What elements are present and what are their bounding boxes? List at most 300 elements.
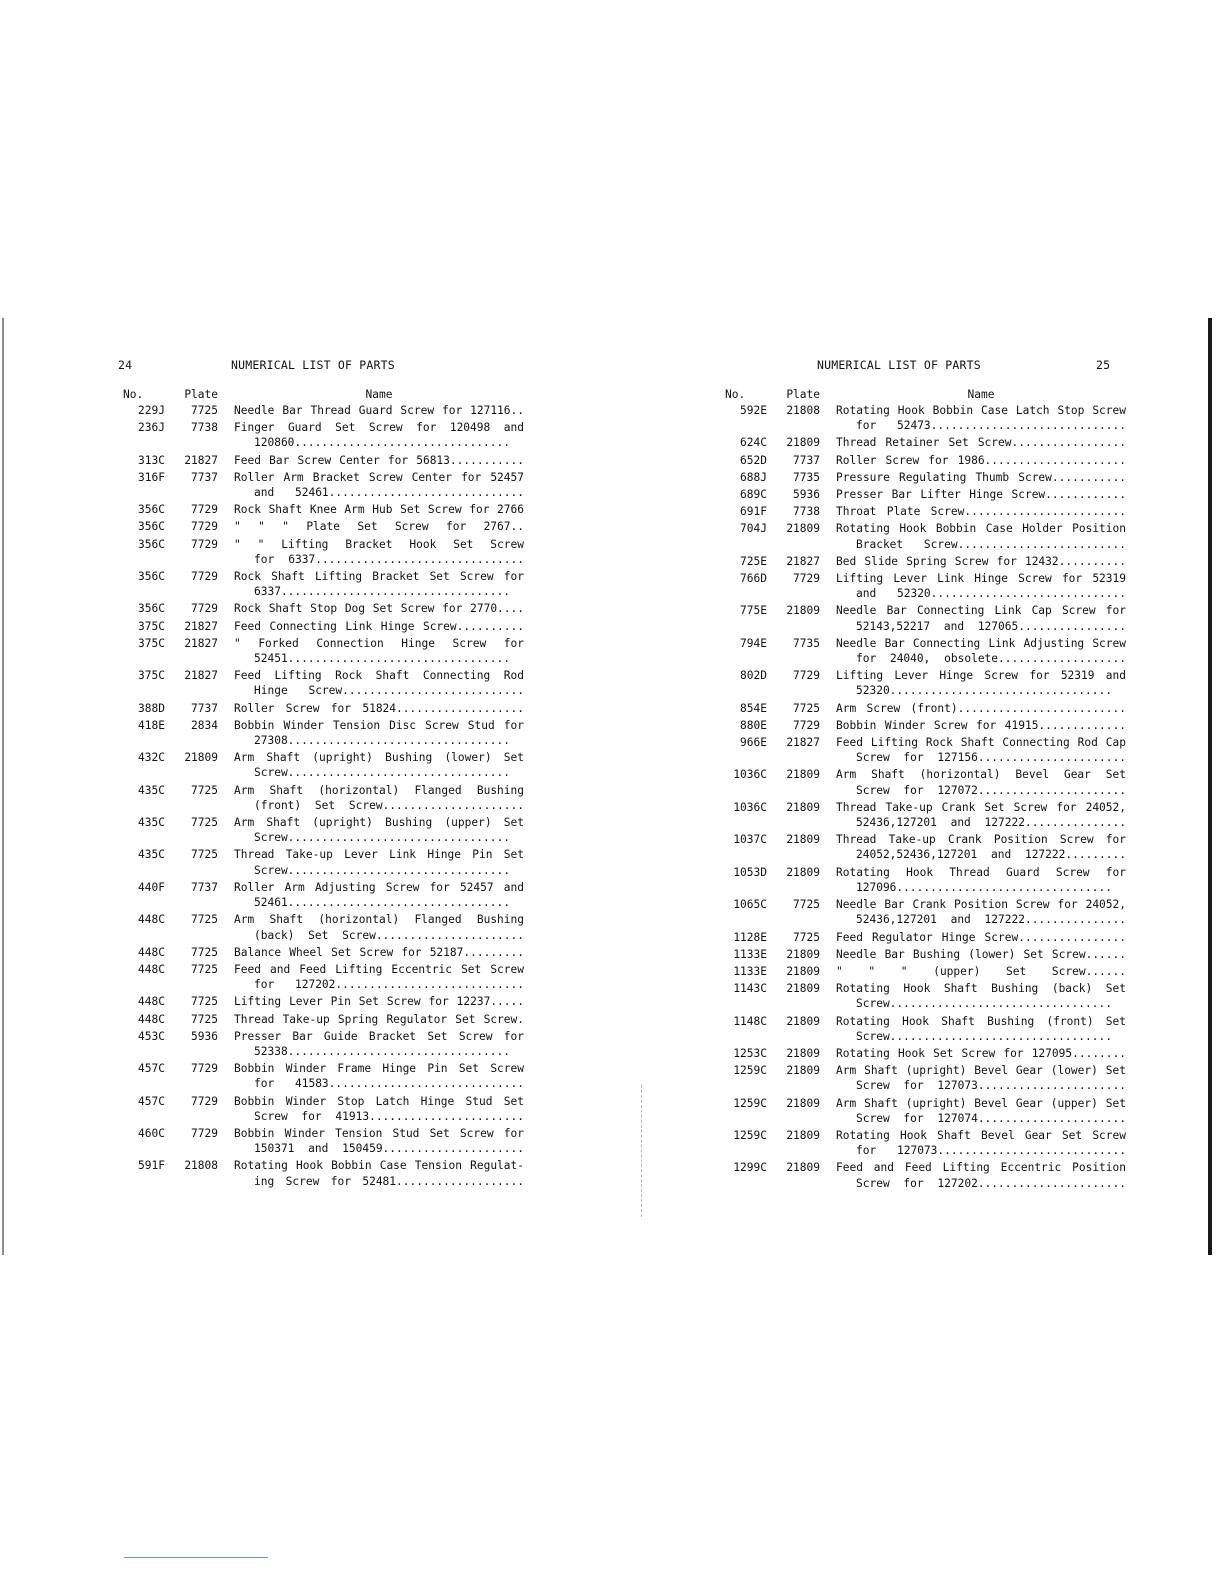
part-name-continuation: and 52320............................. [856, 587, 1126, 601]
running-head [717, 358, 1117, 378]
part-row [717, 947, 1126, 962]
part-name [234, 1094, 524, 1124]
plate-number: 21827 [786, 736, 820, 750]
plate-number: 7725 [191, 783, 218, 797]
part-name-continuation: for 127073............................ [856, 1144, 1126, 1158]
part-row [115, 1012, 524, 1027]
plate-number: 21809 [786, 800, 820, 814]
plate-number: 7737 [191, 880, 218, 894]
part-number: 1065C [733, 898, 767, 912]
part-number: 591F [138, 1159, 165, 1173]
plate-number: 7725 [191, 848, 218, 862]
plate-number: 7725 [793, 930, 820, 944]
part-name [234, 1126, 524, 1156]
part-number: 418E [138, 718, 165, 732]
part-number: 435C [138, 816, 165, 830]
part-name-line: Rock Shaft Lifting Bracket Set Screw for [234, 570, 524, 584]
plate-number: 21809 [786, 1046, 820, 1060]
part-row [717, 1096, 1126, 1126]
part-name [836, 800, 1126, 830]
part-row [115, 537, 524, 567]
part-number: 691F [740, 505, 767, 519]
part-row [115, 420, 524, 450]
part-name [836, 1128, 1126, 1158]
part-name [234, 847, 524, 877]
part-number: 448C [138, 913, 165, 927]
part-name-line: Needle Bar Connecting Link Adjusting Screw [836, 636, 1126, 650]
plate-number: 21809 [786, 947, 820, 961]
part-name [836, 947, 1126, 962]
part-number: 229J [138, 404, 165, 417]
part-name-line: Needle Bar Bushing (lower) Set Screw...... [836, 947, 1126, 961]
left-page [115, 358, 524, 1191]
part-name [836, 832, 1126, 862]
plate-number: 7729 [191, 520, 218, 534]
part-name-continuation: for 41583............................. [254, 1077, 524, 1091]
part-name-line: " " " Plate Set Screw for 2767.. [234, 520, 524, 534]
plate-number: 7725 [793, 701, 820, 715]
part-number: 236J [138, 421, 165, 435]
part-name [836, 636, 1126, 666]
part-name-line: Rotating Hook Set Screw for 127095........ [836, 1046, 1126, 1060]
plate-number: 7729 [191, 1094, 218, 1108]
part-number: 966E [740, 736, 767, 750]
part-name [234, 783, 524, 813]
part-row [115, 569, 524, 599]
part-name-line: Roller Arm Bracket Screw Center for 52457 [234, 470, 524, 484]
part-number: 1299C [733, 1161, 767, 1175]
part-name-continuation: 150371 and 150459..................... [254, 1142, 524, 1156]
part-number: 457C [138, 1094, 165, 1108]
part-row [115, 880, 524, 910]
part-name-line: Roller Screw for 51824................... [234, 701, 524, 715]
part-name-continuation: 24052,52436,127201 and 127222......... [856, 848, 1126, 862]
part-name [836, 571, 1126, 601]
part-row [115, 1158, 524, 1188]
part-name-line: Feed and Feed Lifting Eccentric Position [836, 1161, 1126, 1175]
part-number: 1053D [733, 865, 767, 879]
page-title: NUMERICAL LIST OF PARTS [817, 358, 981, 372]
part-row [717, 487, 1126, 502]
part-row [717, 897, 1126, 927]
part-name-line: Needle Bar Thread Guard Screw for 127116.. [234, 404, 524, 417]
part-name-continuation: Screw................................. [856, 997, 1112, 1011]
column-header-no: No. [123, 388, 144, 401]
part-name-line: Rock Shaft Stop Dog Set Screw for 2770.... [234, 602, 524, 616]
parts-list [115, 403, 524, 1189]
part-name-line: Presser Bar Guide Bracket Set Screw for [234, 1029, 524, 1043]
part-row [717, 453, 1126, 468]
plate-number: 7729 [793, 572, 820, 586]
part-row [717, 701, 1126, 716]
part-number: 448C [138, 1012, 165, 1026]
part-name-continuation: Screw for 127072...................... [856, 783, 1126, 797]
part-name-continuation: for 52473............................. [856, 419, 1126, 433]
part-name-line: Lifting Lever Pin Set Screw for 12237..... [234, 995, 524, 1009]
plate-number: 7729 [191, 503, 218, 517]
part-name [836, 487, 1126, 502]
part-name [234, 962, 524, 992]
plate-number: 21809 [786, 522, 820, 536]
part-name [234, 668, 524, 698]
part-name [836, 521, 1126, 551]
part-number: 624C [740, 436, 767, 450]
part-number: 592E [740, 404, 767, 417]
part-name-line: Feed Connecting Link Hinge Screw.......... [234, 619, 524, 633]
part-name-continuation: 52320................................. [856, 684, 1112, 698]
part-name-line: Rotating Hook Bobbin Case Latch Stop Screw [836, 404, 1126, 417]
part-number: 356C [138, 503, 165, 517]
plate-number: 21809 [786, 604, 820, 618]
page-number: 24 [118, 358, 133, 372]
part-name-line: Roller Screw for 1986..................... [836, 453, 1126, 467]
part-name-continuation: Screw for 127202...................... [856, 1176, 1126, 1190]
part-row [115, 1126, 524, 1156]
part-number: 457C [138, 1062, 165, 1076]
part-name-line: Throat Plate Screw........................ [836, 505, 1126, 519]
part-row [115, 815, 524, 845]
part-name-line: " " Lifting Bracket Hook Set Screw [234, 537, 524, 551]
part-name-line: Thread Take-up Lever Link Hinge Pin Set [234, 848, 524, 862]
part-name [836, 701, 1126, 716]
plate-number: 7725 [793, 898, 820, 912]
part-name-continuation: for 127202............................ [254, 978, 524, 992]
part-name [234, 601, 524, 616]
plate-number: 7738 [793, 505, 820, 519]
part-number: 766D [740, 572, 767, 586]
part-number: 802D [740, 669, 767, 683]
part-name-line: Finger Guard Set Screw for 120498 and [234, 421, 524, 435]
part-row [115, 847, 524, 877]
part-row [115, 619, 524, 634]
part-row [717, 1128, 1126, 1158]
part-row [717, 521, 1126, 551]
right-page [717, 358, 1126, 1193]
part-name-line: Lifting Lever Hinge Screw for 52319 and [836, 669, 1126, 683]
part-row [717, 636, 1126, 666]
part-number: 1128E [733, 930, 767, 944]
part-name-line: Rotating Hook Bobbin Case Holder Position [836, 522, 1126, 536]
part-name [836, 718, 1126, 733]
part-row [115, 601, 524, 616]
part-name-line: Arm Shaft (upright) Bevel Gear (lower) Set [836, 1064, 1126, 1078]
part-number: 1133E [733, 964, 767, 978]
part-name-line: Feed Regulator Hinge Screw................ [836, 930, 1126, 944]
part-row [115, 701, 524, 716]
part-row [115, 962, 524, 992]
part-row [717, 1160, 1126, 1190]
part-name [234, 519, 524, 534]
part-row [115, 945, 524, 960]
part-number: 1143C [733, 982, 767, 996]
part-name-line: Rotating Hook Shaft Bevel Gear Set Screw [836, 1128, 1126, 1142]
part-number: 375C [138, 636, 165, 650]
part-name [234, 502, 524, 517]
part-number: 448C [138, 962, 165, 976]
part-name [836, 1046, 1126, 1061]
plate-number: 7735 [793, 470, 820, 484]
plate-number: 21808 [184, 1159, 218, 1173]
part-name-line: Bobbin Winder Tension Disc Screw Stud for [234, 718, 524, 732]
part-row [717, 403, 1126, 433]
part-name [836, 930, 1126, 945]
part-name-continuation: Screw................................. [254, 766, 510, 780]
part-name-line: Rotating Hook Shaft Bushing (front) Set [836, 1014, 1126, 1028]
part-name [836, 554, 1126, 569]
part-name [234, 750, 524, 780]
plate-number: 5936 [793, 488, 820, 502]
part-number: 375C [138, 669, 165, 683]
part-row [115, 1094, 524, 1124]
part-name [836, 897, 1126, 927]
plate-number: 21827 [786, 554, 820, 568]
part-name [234, 569, 524, 599]
part-number: 854E [740, 701, 767, 715]
plate-number: 7737 [191, 470, 218, 484]
plate-number: 21827 [184, 669, 218, 683]
part-number: 704J [740, 522, 767, 536]
part-name-line: Arm Shaft (upright) Bushing (upper) Set [234, 816, 524, 830]
part-name-line: Presser Bar Lifter Hinge Screw............ [836, 488, 1126, 502]
part-row [717, 832, 1126, 862]
part-number: 356C [138, 602, 165, 616]
column-header-name: Name [967, 388, 995, 401]
plate-number: 21809 [786, 964, 820, 978]
part-row [115, 502, 524, 517]
column-headers [115, 388, 515, 402]
part-row [115, 1029, 524, 1059]
part-row [115, 519, 524, 534]
part-row [115, 783, 524, 813]
part-row [717, 718, 1126, 733]
part-name [234, 636, 524, 666]
part-number: 1259C [733, 1096, 767, 1110]
plate-number: 21827 [184, 453, 218, 467]
part-name [836, 504, 1126, 519]
part-name [836, 767, 1126, 797]
part-name-continuation: 52143,52217 and 127065................ [856, 619, 1126, 633]
part-name [836, 735, 1126, 765]
part-number: 388D [138, 701, 165, 715]
part-number: 1259C [733, 1064, 767, 1078]
plate-number: 21809 [786, 768, 820, 782]
part-name-line: Arm Shaft (upright) Bevel Gear (upper) Set [836, 1096, 1126, 1110]
part-name [234, 470, 524, 500]
part-number: 652D [740, 453, 767, 467]
part-number: 725E [740, 554, 767, 568]
part-row [717, 1014, 1126, 1044]
part-name [836, 1160, 1126, 1190]
part-name-continuation: 52436,127201 and 127222............... [856, 913, 1126, 927]
part-name [234, 453, 524, 468]
part-name-line: " Forked Connection Hinge Screw for [234, 636, 524, 650]
plate-number: 7729 [793, 669, 820, 683]
part-number: 688J [740, 470, 767, 484]
plate-number: 7729 [191, 1126, 218, 1140]
plate-number: 21809 [786, 865, 820, 879]
plate-number: 21809 [786, 1096, 820, 1110]
part-name-continuation: Hinge Screw........................... [254, 684, 524, 698]
part-name [836, 453, 1126, 468]
part-name [836, 1096, 1126, 1126]
part-name [234, 912, 524, 942]
plate-number: 21809 [786, 1064, 820, 1078]
part-row [717, 767, 1126, 797]
part-row [115, 718, 524, 748]
plate-number: 21809 [786, 1014, 820, 1028]
page-number: 25 [1096, 358, 1111, 372]
part-name-line: Balance Wheel Set Screw for 52187......... [234, 945, 524, 959]
part-name [234, 945, 524, 960]
plate-number: 7729 [793, 718, 820, 732]
part-name-continuation: 52338................................. [254, 1044, 510, 1058]
part-name-continuation: 127096................................ [856, 880, 1112, 894]
part-name-continuation: ing Screw for 52481................... [254, 1174, 524, 1188]
part-name-line: " " " (upper) Set Screw...... [836, 964, 1126, 978]
column-header-no: No. [725, 388, 746, 401]
part-name [836, 1063, 1126, 1093]
part-name-line: Bobbin Winder Stop Latch Hinge Stud Set [234, 1094, 524, 1108]
part-row [115, 668, 524, 698]
plate-number: 7738 [191, 421, 218, 435]
page-gutter [641, 1085, 643, 1217]
part-name-line: Feed Lifting Rock Shaft Connecting Rod [234, 669, 524, 683]
plate-number: 7729 [191, 570, 218, 584]
part-name [234, 701, 524, 716]
part-number: 356C [138, 520, 165, 534]
part-name-line: Needle Bar Crank Position Screw for 24052, [836, 898, 1126, 912]
part-row [717, 470, 1126, 485]
part-number: 460C [138, 1126, 165, 1140]
part-name [234, 619, 524, 634]
plate-number: 7725 [191, 1012, 218, 1026]
part-number: 775E [740, 604, 767, 618]
part-number: 448C [138, 995, 165, 1009]
part-name-continuation: Screw................................. [254, 831, 510, 845]
part-number: 316F [138, 470, 165, 484]
part-row [115, 470, 524, 500]
viewer-underline [124, 1557, 268, 1558]
part-name [234, 718, 524, 748]
scan-edge-left [2, 318, 4, 1255]
page-title: NUMERICAL LIST OF PARTS [231, 358, 395, 372]
part-name-continuation: 120860................................ [254, 436, 510, 450]
part-name-line: Bed Slide Spring Screw for 12432.......... [836, 554, 1126, 568]
plate-number: 7737 [793, 453, 820, 467]
part-number: 1253C [733, 1046, 767, 1060]
part-name [836, 964, 1126, 979]
part-name [234, 880, 524, 910]
plate-number: 7729 [191, 602, 218, 616]
part-row [717, 1046, 1126, 1061]
part-name-line: Bobbin Winder Frame Hinge Pin Set Screw [234, 1062, 524, 1076]
part-name-continuation: (front) Set Screw..................... [254, 798, 524, 812]
part-name-line: Rotating Hook Thread Guard Screw for [836, 865, 1126, 879]
part-name-continuation: and 52461............................. [254, 486, 524, 500]
plate-number: 21809 [786, 436, 820, 450]
part-number: 453C [138, 1029, 165, 1043]
part-row [717, 865, 1126, 895]
part-number: 1036C [733, 768, 767, 782]
part-name-continuation: (back) Set Screw...................... [254, 928, 524, 942]
part-name-line: Arm Shaft (upright) Bushing (lower) Set [234, 751, 524, 765]
part-row [717, 981, 1126, 1011]
part-name-line: Pressure Regulating Thumb Screw........... [836, 470, 1126, 484]
part-name [836, 668, 1126, 698]
plate-number: 7735 [793, 636, 820, 650]
part-number: 435C [138, 848, 165, 862]
part-name-continuation: 52451................................. [254, 652, 510, 666]
part-name-continuation: Screw for 127073...................... [856, 1079, 1126, 1093]
part-row [115, 403, 524, 418]
part-name-continuation: Screw for 127156...................... [856, 751, 1126, 765]
plate-number: 7725 [191, 404, 218, 417]
part-row [717, 1063, 1126, 1093]
plate-number: 7729 [191, 1062, 218, 1076]
part-name-continuation: for 6337............................... [254, 552, 524, 566]
plate-number: 21827 [184, 636, 218, 650]
part-name [234, 994, 524, 1009]
part-name-line: Thread Retainer Set Screw................. [836, 436, 1126, 450]
part-number: 794E [740, 636, 767, 650]
part-row [717, 930, 1126, 945]
plate-number: 21809 [786, 833, 820, 847]
part-number: 356C [138, 570, 165, 584]
part-row [717, 964, 1126, 979]
part-name-line: Rotating Hook Bobbin Case Tension Regulat- [234, 1159, 524, 1173]
column-header-plate: Plate [786, 388, 820, 401]
part-name-continuation: Screw................................. [254, 863, 510, 877]
plate-number: 7737 [191, 701, 218, 715]
plate-number: 21809 [786, 982, 820, 996]
plate-number: 21827 [184, 619, 218, 633]
part-name-line: Arm Shaft (horizontal) Flanged Bushing [234, 783, 524, 797]
part-name-line: Bobbin Winder Screw for 41915............. [836, 718, 1126, 732]
part-name-line: Feed Bar Screw Center for 56813........... [234, 453, 524, 467]
column-headers [717, 388, 1117, 402]
part-name-line: Arm Shaft (horizontal) Bevel Gear Set [836, 768, 1126, 782]
part-name-continuation: Screw for 41913....................... [254, 1109, 524, 1123]
plate-number: 21809 [786, 1161, 820, 1175]
part-number: 448C [138, 945, 165, 959]
part-number: 689C [740, 488, 767, 502]
part-row [717, 554, 1126, 569]
part-name-line: Needle Bar Connecting Link Cap Screw for [836, 604, 1126, 618]
part-name-line: Feed and Feed Lifting Eccentric Set Screw [234, 962, 524, 976]
part-name [234, 420, 524, 450]
part-name-line: Arm Shaft (horizontal) Flanged Bushing [234, 913, 524, 927]
part-name [234, 815, 524, 845]
part-number: 1133E [733, 947, 767, 961]
part-row [717, 668, 1126, 698]
part-row [115, 636, 524, 666]
part-number: 432C [138, 751, 165, 765]
plate-number: 7725 [191, 995, 218, 1009]
part-name-continuation: Bracket Screw......................... [856, 537, 1126, 551]
plate-number: 2834 [191, 718, 218, 732]
part-number: 1036C [733, 800, 767, 814]
part-number: 313C [138, 453, 165, 467]
part-name-line: Rock Shaft Knee Arm Hub Set Screw for 2766 [234, 503, 524, 517]
part-name-line: Lifting Lever Link Hinge Screw for 52319 [836, 572, 1126, 586]
part-name [836, 981, 1126, 1011]
part-row [115, 1061, 524, 1091]
part-row [717, 603, 1126, 633]
part-number: 1037C [733, 833, 767, 847]
part-row [717, 800, 1126, 830]
plate-number: 21809 [184, 751, 218, 765]
part-row [115, 750, 524, 780]
